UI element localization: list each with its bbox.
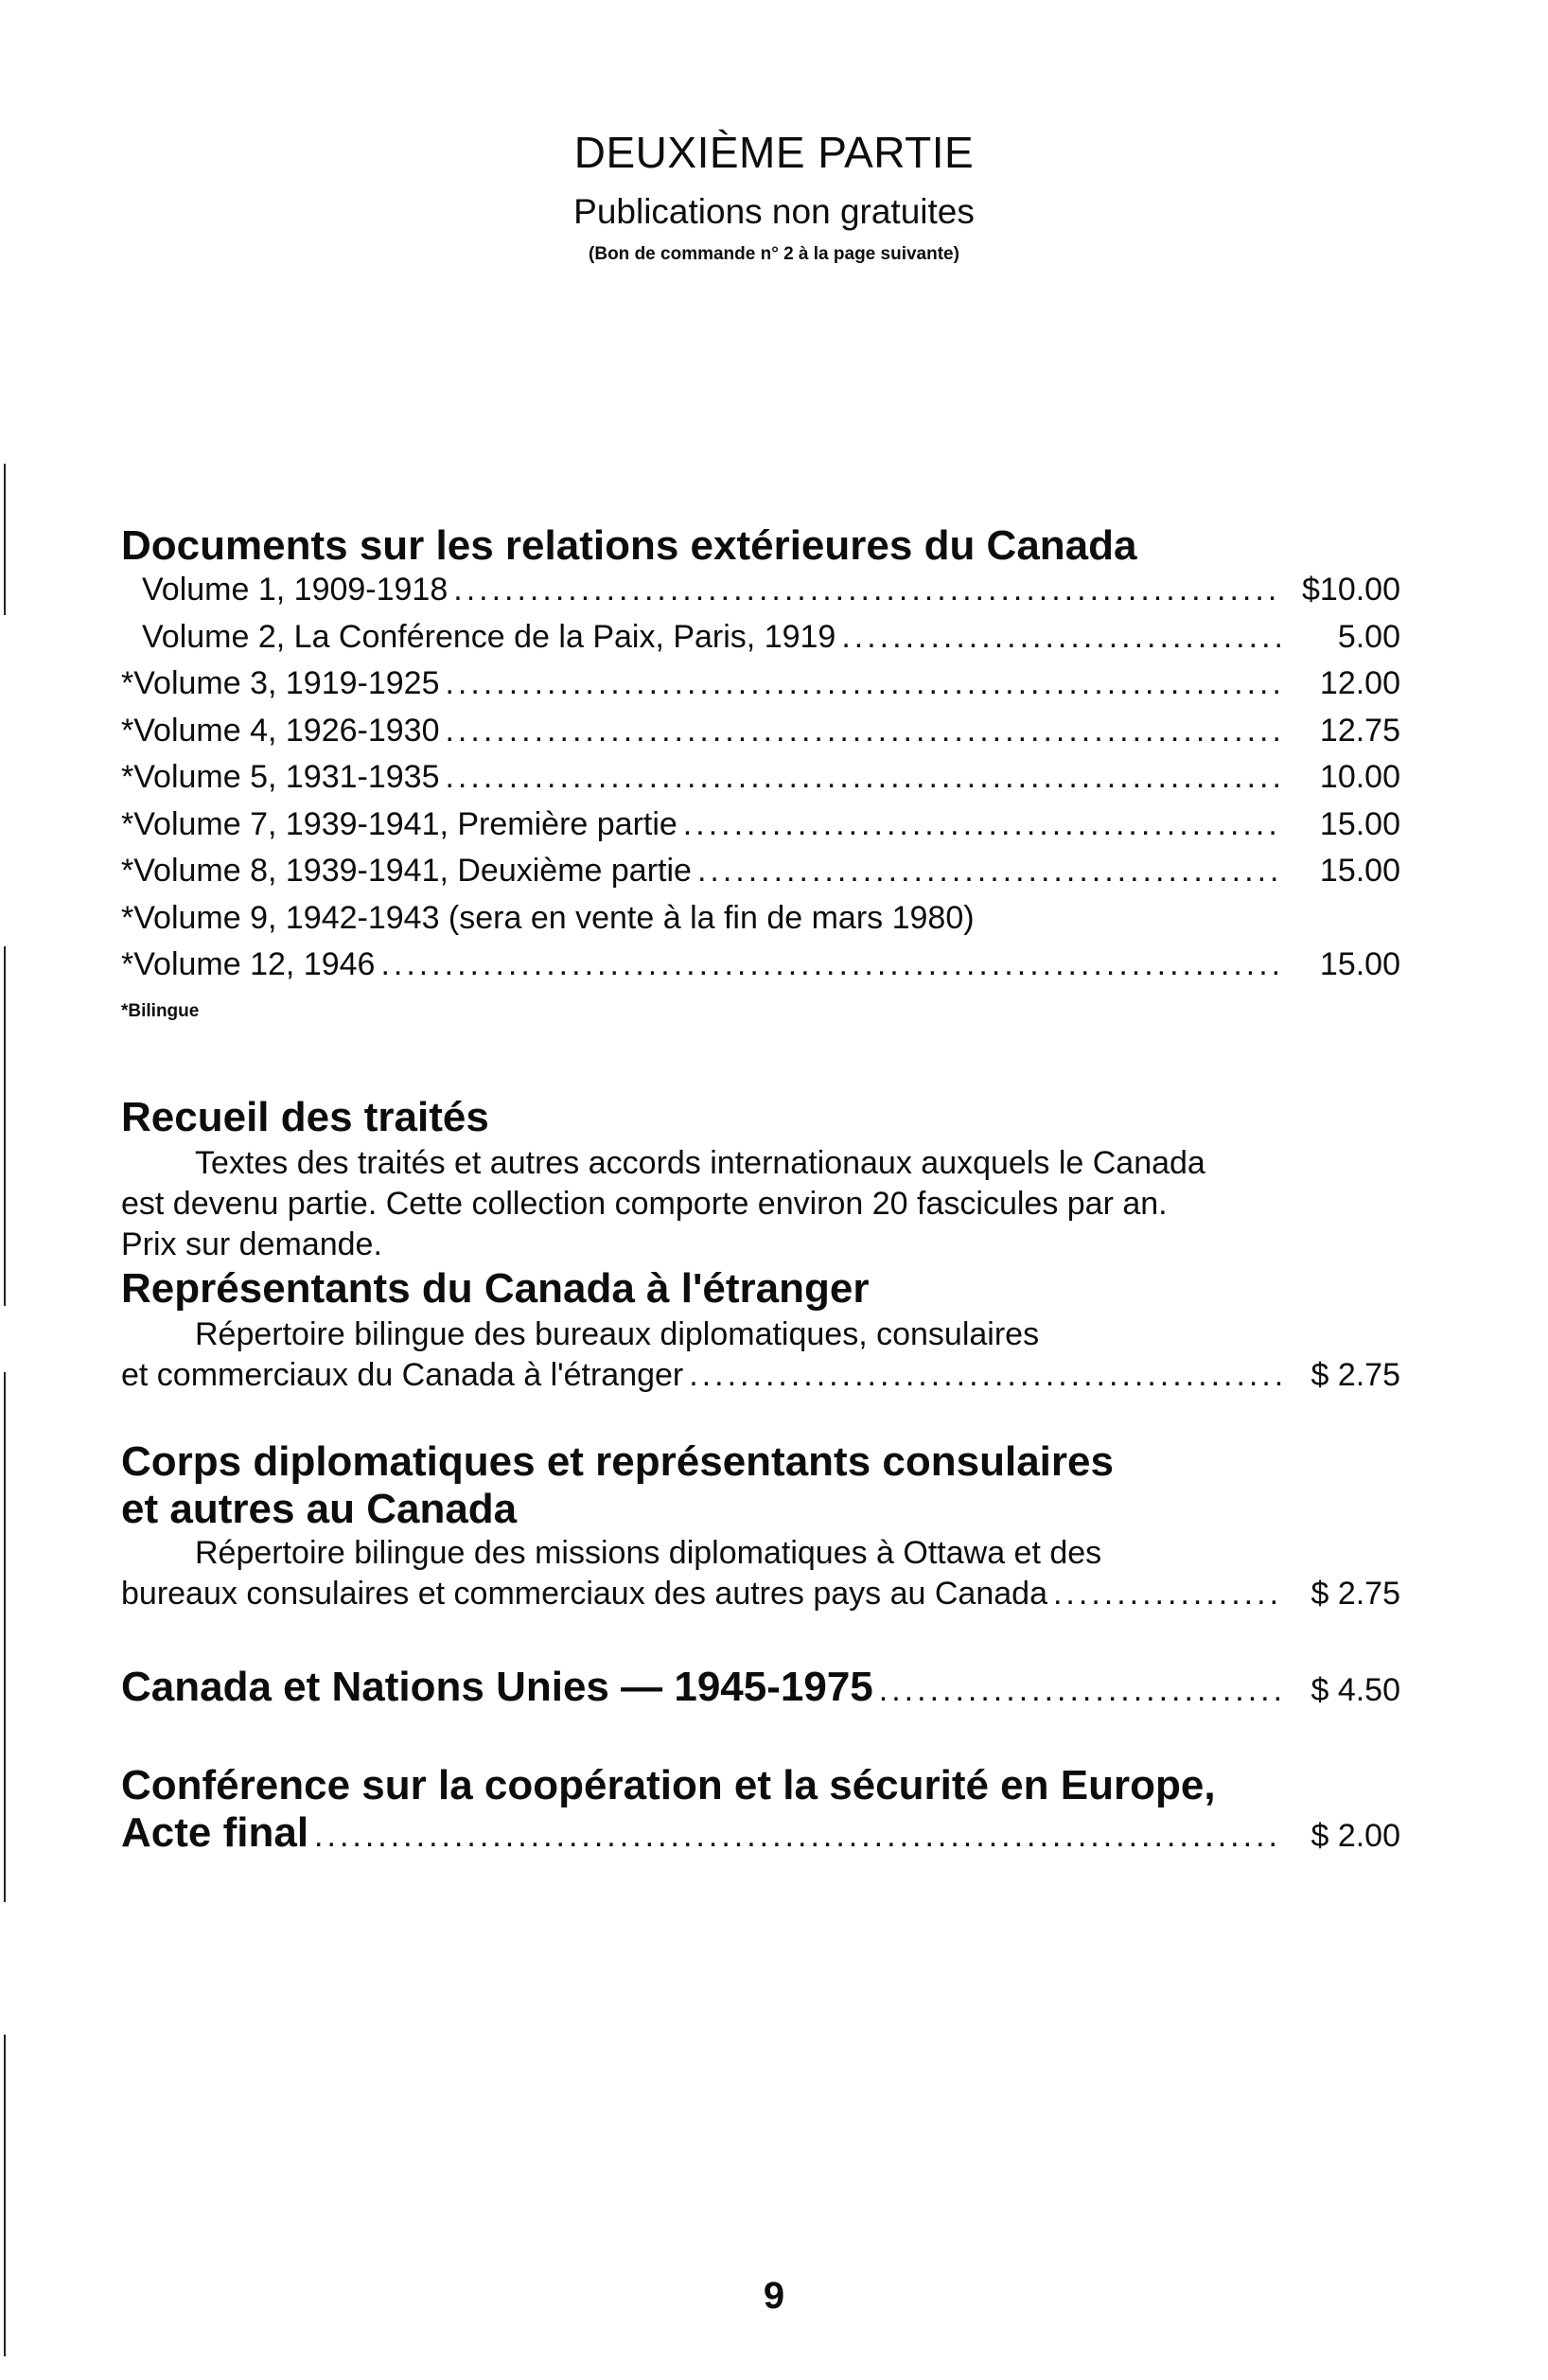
recueil-title: Recueil des traités xyxy=(121,1094,489,1140)
volume-price: 12.00 xyxy=(1319,665,1400,701)
order-form-note: (Bon de commande n° 2 à la page suivante) xyxy=(589,244,959,264)
volume-row xyxy=(121,572,1400,619)
volume-row xyxy=(121,853,1400,900)
recueil-section xyxy=(121,1092,1400,1265)
volume-row xyxy=(121,713,1400,760)
price: $ 2.75 xyxy=(1311,1576,1400,1612)
representants-section xyxy=(121,1263,1400,1396)
volume-label: *Volume 7, 1939-1941, Première partie xyxy=(121,805,677,842)
volume-price: 12.75 xyxy=(1319,712,1400,749)
dot-leader xyxy=(453,572,1283,608)
conference-title: Acte final xyxy=(121,1809,309,1856)
volume-label: *Volume 9, 1942-1943 (sera en vente à la fin de mars 1980) xyxy=(121,899,975,936)
page-number: 9 xyxy=(763,2275,785,2317)
dot-leader xyxy=(689,1355,1283,1396)
volume-label: Volume 2, La Conférence de la Paix, Paris, 1919 xyxy=(142,618,836,655)
nations-section xyxy=(121,1664,1400,1711)
volume-list xyxy=(121,572,1400,994)
corps-title: et autres au Canada xyxy=(121,1486,518,1532)
volume-price: 10.00 xyxy=(1319,759,1400,795)
documents-section xyxy=(121,520,1400,1022)
part-subtitle: Publications non gratuites xyxy=(573,192,975,231)
page-edge-line xyxy=(4,946,6,1306)
part-title: DEUXIÈME PARTIE xyxy=(573,128,975,177)
conference-section xyxy=(121,1762,1400,1857)
volume-price: 5.00 xyxy=(1337,618,1400,655)
recueil-line: Prix sur demande. xyxy=(121,1226,382,1262)
conference-row xyxy=(121,1809,1400,1857)
volume-row xyxy=(121,619,1400,666)
price: $ 2.75 xyxy=(1311,1357,1400,1393)
documents-title: Documents sur les relations extérieures du Canada xyxy=(121,522,1137,569)
recueil-description xyxy=(121,1143,1400,1265)
dot-leader xyxy=(683,806,1283,843)
dot-leader xyxy=(879,1672,1283,1709)
volume-price: 15.00 xyxy=(1319,946,1400,982)
nations-title: Canada et Nations Unies — 1945-1975 xyxy=(121,1664,873,1710)
volume-label: *Volume 5, 1931-1935 xyxy=(121,759,440,795)
dot-leader xyxy=(841,619,1283,656)
volume-label: *Volume 12, 1946 xyxy=(121,946,376,982)
dot-leader xyxy=(445,713,1283,749)
representants-line: Répertoire bilingue des bureaux diplomatiques, consulaires xyxy=(195,1316,1040,1352)
corps-description xyxy=(121,1533,1400,1574)
dot-leader xyxy=(314,1818,1283,1855)
volume-label: *Volume 8, 1939-1941, Deuxième partie xyxy=(121,853,692,889)
price: $ 2.00 xyxy=(1311,1818,1400,1854)
corps-line: bureaux consulaires et commerciaux des autres pays au Canada xyxy=(121,1576,1047,1612)
corps-price-row xyxy=(121,1574,1400,1614)
dot-leader xyxy=(380,946,1283,983)
corps-section xyxy=(121,1438,1400,1614)
page-edge-line xyxy=(4,1372,6,1902)
volume-price: 15.00 xyxy=(1319,853,1400,889)
recueil-line: est devenu partie. Cette collection comporte environ 20 fascicules par an. xyxy=(121,1186,1168,1222)
dot-leader xyxy=(445,665,1283,702)
conference-title: Conférence sur la coopération et la sécurité en Europe, xyxy=(121,1762,1216,1808)
dot-leader xyxy=(697,853,1283,890)
volume-label: *Volume 4, 1926-1930 xyxy=(121,712,440,749)
volume-row xyxy=(121,946,1400,994)
dot-leader xyxy=(1053,1574,1283,1614)
volume-row xyxy=(121,665,1400,713)
page-edge-line xyxy=(4,464,6,615)
dot-leader xyxy=(445,759,1283,796)
volume-row xyxy=(121,900,1400,947)
bilingual-footnote: *Bilingue xyxy=(121,1000,200,1021)
volume-label: *Volume 3, 1919-1925 xyxy=(121,665,440,701)
volume-price: 15.00 xyxy=(1319,805,1400,842)
corps-line: Répertoire bilingue des missions diplomatiques à Ottawa et des xyxy=(195,1535,1102,1571)
nations-row xyxy=(121,1664,1400,1711)
representants-price-row xyxy=(121,1355,1400,1396)
recueil-line: Textes des traités et autres accords internationaux auxquels le Canada xyxy=(195,1145,1205,1181)
representants-title: Représentants du Canada à l'étranger xyxy=(121,1265,870,1312)
representants-description xyxy=(121,1314,1400,1355)
corps-title: Corps diplomatiques et représentants consulaires xyxy=(121,1438,1114,1485)
volume-row xyxy=(121,759,1400,806)
representants-line: et commerciaux du Canada à l'étranger xyxy=(121,1357,684,1393)
volume-price: $10.00 xyxy=(1302,572,1400,608)
volume-label: Volume 1, 1909-1918 xyxy=(142,572,449,608)
volume-row xyxy=(121,806,1400,854)
price: $ 4.50 xyxy=(1311,1672,1400,1708)
